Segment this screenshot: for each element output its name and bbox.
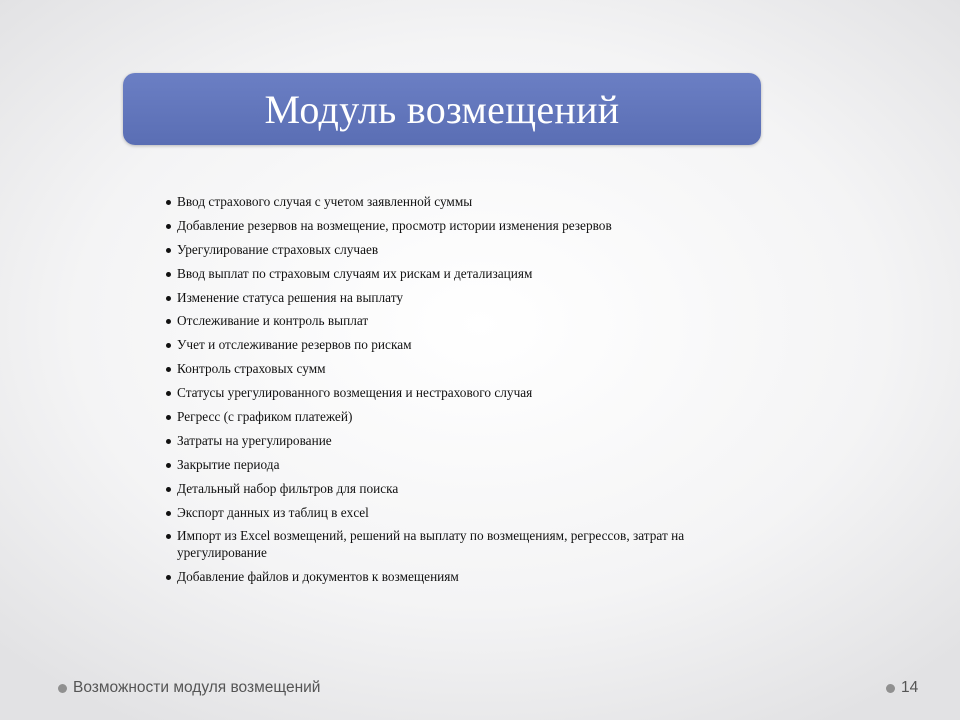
footer-caption-group (58, 677, 320, 699)
page-number: 14 (901, 679, 919, 696)
bullet-list (166, 194, 726, 593)
bullet-item: Добавление файлов и документов к возмещениям (166, 569, 726, 586)
bullet-item: Статусы урегулированного возмещения и нестрахового случая (166, 385, 726, 402)
bullet-item: Детальный набор фильтров для поиска (166, 481, 726, 498)
bullet-item: Изменение статуса решения на выплату (166, 290, 726, 307)
bullet-item: Учет и отслеживание резервов по рискам (166, 337, 726, 354)
slide-title-box (123, 73, 761, 145)
bullet-item: Затраты на урегулирование (166, 433, 726, 450)
bullet-item: Добавление резервов на возмещение, просмотр истории изменения резервов (166, 218, 726, 235)
bullet-item: Экспорт данных из таблиц в excel (166, 505, 726, 522)
bullet-item: Закрытие периода (166, 457, 726, 474)
footer-caption: Возможности модуля возмещений (73, 679, 321, 696)
bullet-item: Ввод страхового случая с учетом заявленной суммы (166, 194, 726, 211)
bullet-item: Контроль страховых сумм (166, 361, 726, 378)
bullet-dot-icon (58, 684, 67, 693)
page-number-group (886, 677, 918, 699)
bullet-item: Ввод выплат по страховым случаям их рискам и детализациям (166, 266, 726, 283)
slide-title: Модуль возмещений (264, 86, 620, 132)
bullet-dot-icon (886, 684, 895, 693)
bullet-item: Регресс (с графиком платежей) (166, 409, 726, 426)
bullet-item: Отслеживание и контроль выплат (166, 313, 726, 330)
bullet-item: Импорт из Excel возмещений, решений на выплату по возмещениям, регрессов, затрат на урегулирование (166, 528, 726, 561)
bullet-item: Урегулирование страховых случаев (166, 242, 726, 259)
